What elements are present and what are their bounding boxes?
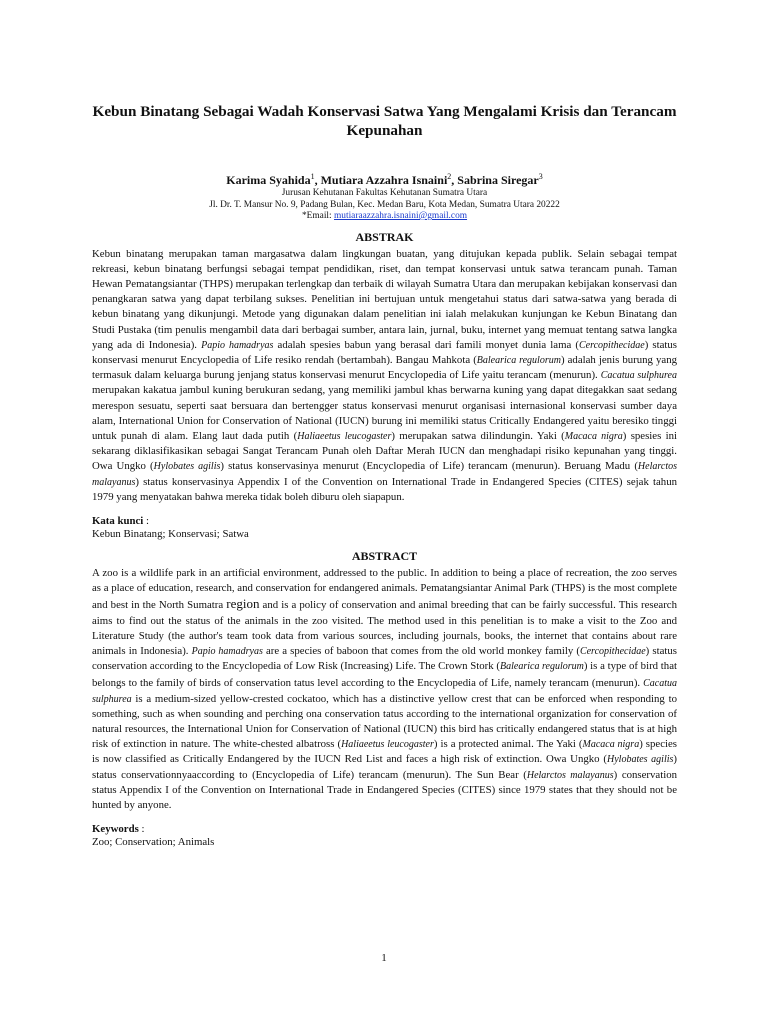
abstract-text-segment: ) is a protected animal. The Yaki (: [433, 738, 583, 751]
abstrak-text-segment: merupakan kakatua jambul kuning berukuran sedang, yang memiliki jambul khas berwarna kuning yang dapat ditegakkan saat sedang merespon sesuatu, seperti saat bersuara dan bertengger status konservasi menurut organisasi internasional konservasi sumber daya alam, International Union for Conservation of National (IUCN) burung ini memiliki status Critically Endangered yaitu beresiko tinggi untuk punah di alam. Elang laut dada putih (: [92, 384, 677, 442]
author-1: Karima Syahida$^1$: [226, 172, 315, 187]
abstract-species-name: Cacatua sulphurea: [92, 678, 678, 705]
abstrak-text-segment: ) status konservasinya menurut (Encyclopedia of Life) terancam (menurun). Beruang Madu (: [220, 460, 638, 473]
abstrak-species-name: Cacatua sulphurea: [600, 370, 677, 382]
abstract-species-name: Balearica regulorum: [500, 661, 584, 673]
affiliation-department: Jurusan Kehutanan Fakultas Kehutanan Sumatra Utara: [281, 188, 488, 198]
page-number: 1: [381, 952, 387, 964]
abstrak-text-segment: ) spesies ini sekarang diklasifikasikan sebagai Sangat Terancam Punah oleh Daftar Merah IUCN dan menghadapi risiko kepunahan yang tinggi. Owa Ungko (: [92, 429, 678, 473]
author-list: Karima Syahida$^1$, Mutiara Azzahra Isnaini$^2$, Sabrina Siregar$^3$: [226, 172, 543, 187]
abstract-species-name: Papio hamadryas: [191, 645, 263, 657]
abstract-text-segment: the: [398, 674, 415, 690]
abstrak-species-name: Macaca nigra: [564, 430, 623, 442]
abstrak-text-segment: ) status konservasi menurut Encyclopedia of Life resiko rendah (bertambah). Bangau Mahkota (: [92, 338, 678, 366]
abstrak-text-segment: ) status konservasinya Appendix I of the Convention on International Trade in Endangered Species (CITES) sejak tahun 1979 yang menyatakan bahwa mereka tidak boleh diburu oleh siapapun.: [92, 475, 677, 503]
email-link[interactable]: mutiaraazzahra.isnaini@gmail.com: [333, 211, 468, 221]
abstract-text-segment: and is a policy of conservation and animal breeding that can be fairly successful. This research aims to find out the status of the animals in the zoo visited. The method used in this penelitian is to make a visit to the Zoo and Literature Study (the author's team took data from various sources, including journals, books, the internet that contains about rare animals in Indonesia).: [92, 599, 678, 657]
abstract-text-segment: ) is a type of bird that belongs to the family of birds of conservation tatus level according to: [92, 660, 677, 690]
abstract-text-segment: ) status conservation according to the Encyclopedia of Low Risk (Increasing) Life. The Crown Stork (: [92, 644, 677, 673]
abstract-species-name: Haliaeetus leucogaster: [341, 739, 434, 751]
kata-kunci-value: Kebun Binatang; Konservasi; Satwa: [92, 527, 249, 540]
abstract-text-segment: region: [226, 596, 260, 612]
abstrak-heading: ABSTRAK: [355, 229, 414, 244]
abstrak-species-name: Balearica regulorum: [476, 354, 561, 366]
abstract-heading: ABSTRACT: [351, 548, 418, 563]
abstract-text-segment: ) status conservationnyaaccording to (Encyclopedia of Life) terancam (menurun). The Sun Bear (: [92, 753, 678, 781]
keywords-value: Zoo; Conservation; Animals: [92, 836, 215, 849]
abstrak-species-name: Hylobates agilis: [153, 461, 221, 473]
abstract-body: [92, 566, 677, 813]
author-3: Sabrina Siregar$^3$: [457, 172, 543, 187]
abstract-species-name: Cercopithecidae: [579, 645, 646, 657]
abstract-species-name: Helarctos malayanus: [526, 769, 614, 781]
affiliation-address: Jl. Dr. T. Mansur No. 9, Padang Bulan, Kec. Medan Baru, Kota Medan, Sumatra Utara 20222: [209, 199, 560, 210]
abstrak-species-name: Cercopithecidae: [578, 339, 645, 351]
abstrak-text-segment: Kebun binatang merupakan taman margasatwa dalam lingkungan buatan, yang ditujukan kepada publik. Selain sebagai tempat rekreasi, kebun binatang berfungsi sebagai tempat pendidikan, riset, dan tempat konservasi untuk satwa terancam punah. Taman Hewan Pematangsiantar (THPS) merupakan terlengkap dan terbaik di wilayah Sumatra Utara dan merupakan kebijakan konservasi dan penangkaran satwa yang dapat terbilang sukses. Penelitian ini bertujuan untuk mengetahui status dari satwa-satwa yang berada di kebun binatang yang dikunjungi. Metode yang digunakan dalam penelitian ini ialah melakukan kunjungan ke Kebun Binatang dan Studi Pustaka (tim penulis mengambil data dari berbagai sumber, antara lain, jurnal, buku, internet yang memuat tentang satwa langka yang ada di Indonesia).: [92, 247, 677, 351]
abstrak-text-segment: ) merupakan satwa dilindungin. Yaki (: [391, 429, 565, 442]
paper-page: [92, 102, 677, 849]
abstrak-body: [92, 247, 677, 505]
abstract-text-segment: ) conservation status Appendix I of the Convention on International Trade in Endangered Species (CITES) since 1979 states that they should not be hunted by anyone.: [92, 768, 678, 811]
keywords-label: Keywords :: [92, 823, 145, 836]
abstract-text-segment: is a medium-sized yellow-crested cockatoo, which has a distinctive yellow crest that can be enforced when responding to something, such as when sounding and perching ona conservation tatus according to the international organization for conservation of natural resources, the International Union for Conservation of National (IUCN) this bird has critically endangered status that is at high risk of extinction in nature. The white-chested albatross (: [92, 692, 677, 751]
kata-kunci-label: Kata kunci :: [92, 514, 149, 527]
abstrak-species-name: Papio hamadryas: [201, 339, 274, 351]
abstract-species-name: Macaca nigra: [582, 739, 640, 751]
abstract-text-segment: Encyclopedia of Life, namely terancam (menurun).: [414, 677, 644, 690]
contact-email: *Email: mutiaraazzahra.isnaini@gmail.com: [301, 211, 468, 221]
abstrak-text-segment: ) adalah jenis burung yang termasuk dalam keluarga burung jenjang status konservasi menurut Encyclopedia of Life yaitu terancam (menurun).: [92, 353, 677, 382]
abstrak-text-segment: adalah spesies babun yang berasal dari famili monyet dunia lama (: [273, 338, 579, 351]
abstract-text-segment: ) species is now classified as Critically Endangered by the IUCN Red List and faces a high risk of extinction. Owa Ungko (: [92, 738, 677, 766]
author-2: Mutiara Azzahra Isnaini$^2$: [320, 172, 452, 187]
abstrak-species-name: Haliaeetus leucogaster: [297, 430, 392, 442]
abstract-text-segment: A zoo is a wildlife park in an artificial environment, addressed to the public. In addition to being a place of recreation, the zoo serves as a place of education, research, and conservation for endangered animals. Pematangsiantar Animal Park (THPS) is the most complete and best in the North Sumatra: [92, 566, 677, 612]
abstract-species-name: Hylobates agilis: [607, 754, 674, 766]
abstrak-species-name: Helarctos malayanus: [92, 461, 677, 488]
abstract-text-segment: are a species of baboon that comes from the old world monkey family (: [262, 644, 580, 657]
paper-title: Kebun Binatang Sebagai Wadah Konservasi Satwa Yang Mengalami Krisis dan Terancam Kepunahan: [92, 103, 677, 139]
